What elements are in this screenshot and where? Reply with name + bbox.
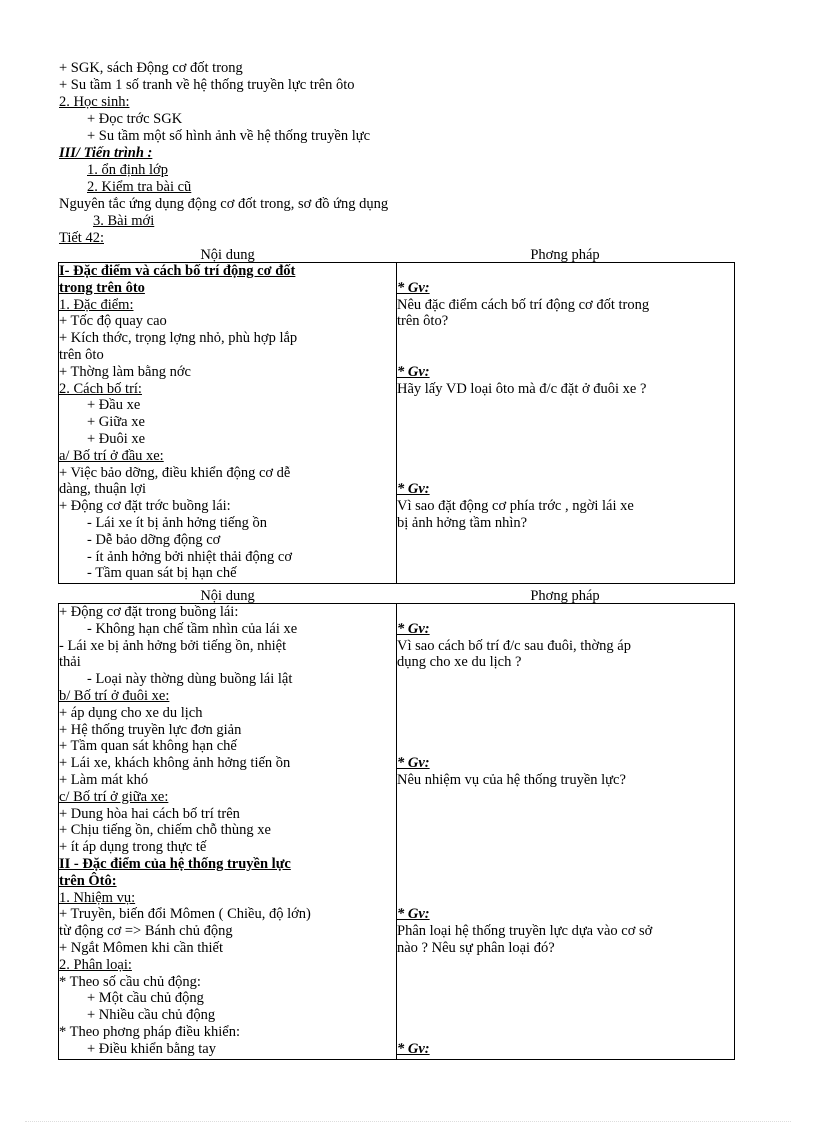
teacher-label: * Gv:	[397, 1040, 430, 1057]
content-line: - Loại này thờng dùng buồng lái lật	[87, 671, 293, 688]
content-line: thải	[59, 654, 81, 671]
method-line: Nêu đặc điểm cách bố trí động cơ đốt trong	[397, 296, 650, 313]
content-line: + Đuôi xe	[87, 430, 146, 447]
method-line	[397, 873, 734, 890]
teacher-label: * Gv:	[397, 620, 430, 637]
method-line	[397, 822, 734, 839]
heading-transmission: II - Đặc điểm của hệ thống truyền lực	[59, 855, 291, 872]
content-line: + Dung hòa hai cách bố trí trên	[59, 805, 240, 822]
table2-method-column	[397, 604, 734, 1058]
content-line: - ít ảnh hởng bởi nhiệt thải động cơ	[87, 548, 293, 565]
section-student: 2. Học sinh:	[59, 94, 130, 110]
subheading: 1. Nhiệm vụ:	[59, 889, 136, 906]
method-line: Vì sao đặt động cơ phía trớc , ngời lái xe	[397, 498, 634, 515]
content-line: + Nhiều cầu chủ động	[87, 1007, 216, 1024]
method-line	[397, 431, 734, 448]
subheading: 2. Cách bố trí:	[59, 380, 142, 397]
table2-right-cell	[396, 603, 735, 1060]
method-line	[397, 974, 734, 991]
method-line: dụng cho xe du lịch ?	[397, 654, 522, 671]
step-new-lesson: 3. Bài mới	[93, 213, 155, 229]
content-line: dàng, thuận lợi	[59, 481, 146, 498]
step-class-order: 1. ổn định lớp	[87, 162, 168, 178]
method-line: Phân loại hệ thống truyền lực dựa vào cơ sở	[397, 923, 653, 940]
content-line: - Dễ bảo dỡng động cơ	[87, 531, 221, 548]
content-line: * Theo số cầu chủ động:	[59, 973, 201, 990]
header-content: Nội dung	[200, 588, 255, 604]
method-line	[397, 263, 734, 280]
lesson-number: Tiết 42:	[59, 230, 104, 246]
subheading: a/ Bố trí ở đầu xe:	[59, 447, 164, 464]
content-line: + Thờng làm bằng nớc	[59, 363, 191, 380]
content-line: + Một cầu chủ động	[87, 990, 204, 1007]
intro-line: Nguyên tắc ứng dụng động cơ đốt trong, sơ đồ ứng dụng	[59, 196, 389, 212]
content-line: + Lái xe, khách không ảnh hởng tiến ồn	[59, 755, 291, 772]
table2-left-cell	[58, 603, 397, 1060]
content-line: trên ôto	[59, 346, 104, 363]
header-method: Phơng pháp	[530, 247, 600, 263]
heading-engine: I- Đặc điểm và cách bố trí động cơ đốt	[59, 263, 296, 279]
method-line	[397, 604, 734, 621]
teacher-label: * Gv:	[397, 363, 430, 380]
method-line	[397, 1024, 734, 1041]
method-line	[397, 347, 734, 364]
heading-engine: trong trên ôto	[59, 279, 145, 296]
method-line: Hãy lấy VD loại ôto mà đ/c đặt ở đuôi xe ?	[397, 380, 647, 397]
subheading: 2. Phân loại:	[59, 956, 132, 973]
method-line	[397, 465, 734, 482]
teacher-label: * Gv:	[397, 755, 430, 772]
content-line: + Động cơ đặt trớc buồng lái:	[59, 498, 231, 515]
method-line: nào ? Nêu sự phân loại đó?	[397, 939, 555, 956]
content-line: + Hệ thống truyền lực đơn giản	[59, 721, 242, 738]
method-line	[397, 448, 734, 465]
step-check-lesson: 2. Kiểm tra bài cũ	[87, 179, 192, 195]
content-line: + Điều khiển bằng tay	[87, 1040, 216, 1057]
method-line	[397, 397, 734, 414]
table1-method-column	[397, 263, 734, 582]
content-line: + Làm mát khó	[59, 771, 149, 788]
content-line: + Giữa xe	[87, 414, 145, 431]
method-line	[397, 789, 734, 806]
content-line: - Lái xe ít bị ảnh hởng tiếng ồn	[87, 514, 268, 531]
intro-line: + Su tầm một số hình ảnh về hệ thống truyền lực	[87, 128, 371, 144]
content-line: + Tốc độ quay cao	[59, 313, 167, 330]
content-line: từ động cơ => Bánh chủ động	[59, 923, 233, 940]
content-line: + Đầu xe	[87, 397, 141, 414]
method-line	[397, 957, 734, 974]
method-line	[397, 705, 734, 722]
method-line	[397, 565, 734, 582]
intro-line: + Su tầm 1 số tranh về hệ thống truyền lực trên ôto	[59, 77, 355, 93]
content-line: + Việc bảo dỡng, điều khiển động cơ dễ	[59, 464, 291, 481]
subheading: 1. Đặc điểm:	[59, 296, 134, 313]
method-line	[397, 549, 734, 566]
intro-line: + SGK, sách Động cơ đốt trong	[59, 60, 243, 76]
method-line	[397, 330, 734, 347]
table1-content-column	[59, 263, 396, 582]
header-content: Nội dung	[200, 247, 255, 263]
content-line: + Tầm quan sát không hạn chế	[59, 738, 237, 755]
content-line: + Chịu tiếng ồn, chiếm chỗ thùng xe	[59, 822, 271, 839]
method-line	[397, 806, 734, 823]
content-line: + Động cơ đặt trong buồng lái:	[59, 604, 239, 620]
content-line: + Ngắt Mômen khi cần thiết	[59, 939, 224, 956]
content-line: - Không hạn chế tầm nhìn của lái xe	[87, 620, 298, 637]
teacher-label: * Gv:	[397, 279, 430, 296]
method-line	[397, 671, 734, 688]
content-line: + áp dụng cho xe du lịch	[59, 704, 203, 721]
method-line: Vì sao cách bố trí đ/c sau đuôi, thờng áp	[397, 637, 631, 654]
subheading: b/ Bố trí ở đuôi xe:	[59, 687, 170, 704]
method-line	[397, 1007, 734, 1024]
content-line: + Kích thớc, trọng lợng nhỏ, phù hợp lắp	[59, 330, 298, 347]
page-bottom-divider	[25, 1121, 791, 1122]
table1-left-cell	[58, 262, 397, 584]
method-line	[397, 722, 734, 739]
method-line	[397, 890, 734, 907]
teacher-label: * Gv:	[397, 906, 430, 923]
method-line	[397, 532, 734, 549]
method-line: Nêu nhiệm vụ của hệ thống truyền lực?	[397, 771, 626, 788]
method-line	[397, 738, 734, 755]
method-line	[397, 990, 734, 1007]
table1-right-cell	[396, 262, 735, 584]
content-line: + Truyền, biến đổi Mômen ( Chiều, độ lớn)	[59, 906, 311, 923]
content-line: - Tầm quan sát bị hạn chế	[87, 565, 237, 582]
teacher-label: * Gv:	[397, 481, 430, 498]
content-line: - Lái xe bị ảnh hởng bởi tiếng ồn, nhiệt	[59, 637, 287, 654]
header-method: Phơng pháp	[530, 588, 600, 604]
table2-content-column	[59, 604, 396, 1058]
method-line	[397, 414, 734, 431]
method-line	[397, 688, 734, 705]
method-line: bị ảnh hởng tầm nhìn?	[397, 514, 528, 531]
method-line	[397, 839, 734, 856]
intro-line: + Đọc trớc SGK	[87, 111, 183, 127]
content-line: + ít áp dụng trong thực tế	[59, 839, 207, 856]
heading-transmission: trên Ôtô:	[59, 872, 117, 889]
content-line: * Theo phơng pháp điều khiển:	[59, 1023, 240, 1040]
subheading: c/ Bố trí ở giữa xe:	[59, 788, 169, 805]
section-progress: III/ Tiến trình :	[59, 145, 153, 161]
method-line: trên ôto?	[397, 313, 449, 330]
method-line	[397, 856, 734, 873]
